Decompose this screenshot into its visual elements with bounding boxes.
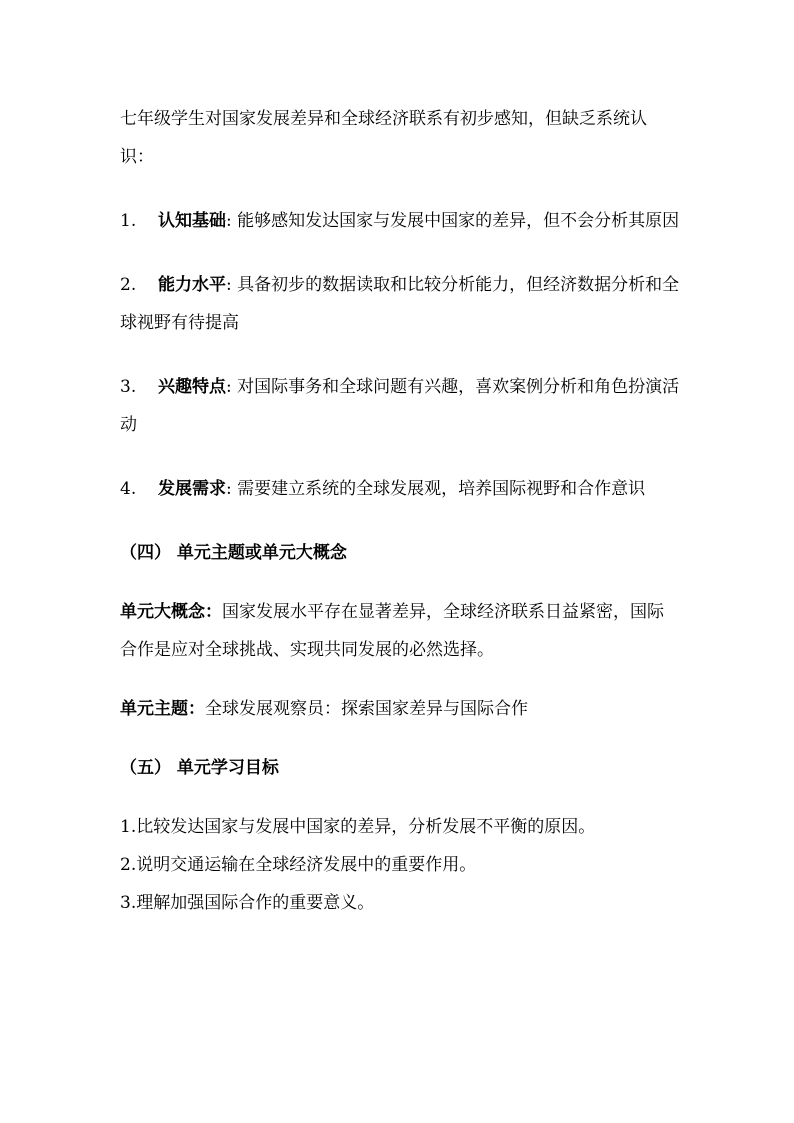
section-heading-unit-theme: （四） 单元主题或单元大概念 [120, 543, 347, 563]
item-text: 具备初步的数据读取和比较分析能力，但经济数据分析和全球视野有待提高 [120, 275, 680, 333]
theme-text: 全球发展观察员：探索国家差异与国际合作 [205, 699, 528, 719]
item-separator: : [226, 479, 232, 499]
item-number: 4. [120, 479, 137, 499]
item-number: 3. [120, 377, 137, 397]
item-label: 发展需求 [158, 479, 226, 499]
item-separator: : [226, 377, 232, 397]
section-heading-objectives: （五） 单元学习目标 [120, 758, 279, 778]
analysis-item-ability [120, 266, 680, 342]
unit-concept-paragraph [120, 593, 680, 669]
concept-text: 国家发展水平存在显著差异，全球经济联系日益紧密，国际合作是应对全球挑战、实现共同发展的必然选择。 [120, 602, 664, 660]
analysis-item-needs [120, 470, 680, 508]
analysis-item-cognition [120, 202, 680, 240]
item-label: 认知基础 [158, 211, 226, 231]
objective-item: 3.理解加强国际合作的重要意义。 [120, 893, 375, 913]
concept-label: 单元大概念： [120, 602, 222, 622]
theme-label: 单元主题： [120, 699, 205, 719]
objective-item: 2.说明交通运输在全球经济发展中的重要作用。 [120, 855, 477, 875]
item-separator: : [226, 211, 232, 231]
unit-theme-paragraph [120, 690, 680, 728]
intro-paragraph: 七年级学生对国家发展差异和全球经济联系有初步感知，但缺乏系统认识： [120, 109, 647, 167]
item-number: 2. [120, 275, 137, 295]
item-text: 需要建立系统的全球发展观，培养国际视野和合作意识 [237, 479, 646, 499]
document-content [120, 100, 680, 922]
item-separator: : [226, 275, 232, 295]
item-number: 1. [120, 211, 137, 231]
item-label: 兴趣特点 [158, 377, 226, 397]
objective-item: 1.比较发达国家与发展中国家的差异，分析发展不平衡的原因。 [120, 817, 596, 837]
item-label: 能力水平 [158, 275, 226, 295]
analysis-item-interest [120, 368, 680, 444]
item-text: 对国际事务和全球问题有兴趣，喜欢案例分析和角色扮演活动 [120, 377, 680, 435]
item-text: 能够感知发达国家与发展中国家的差异，但不会分析其原因 [237, 211, 680, 231]
